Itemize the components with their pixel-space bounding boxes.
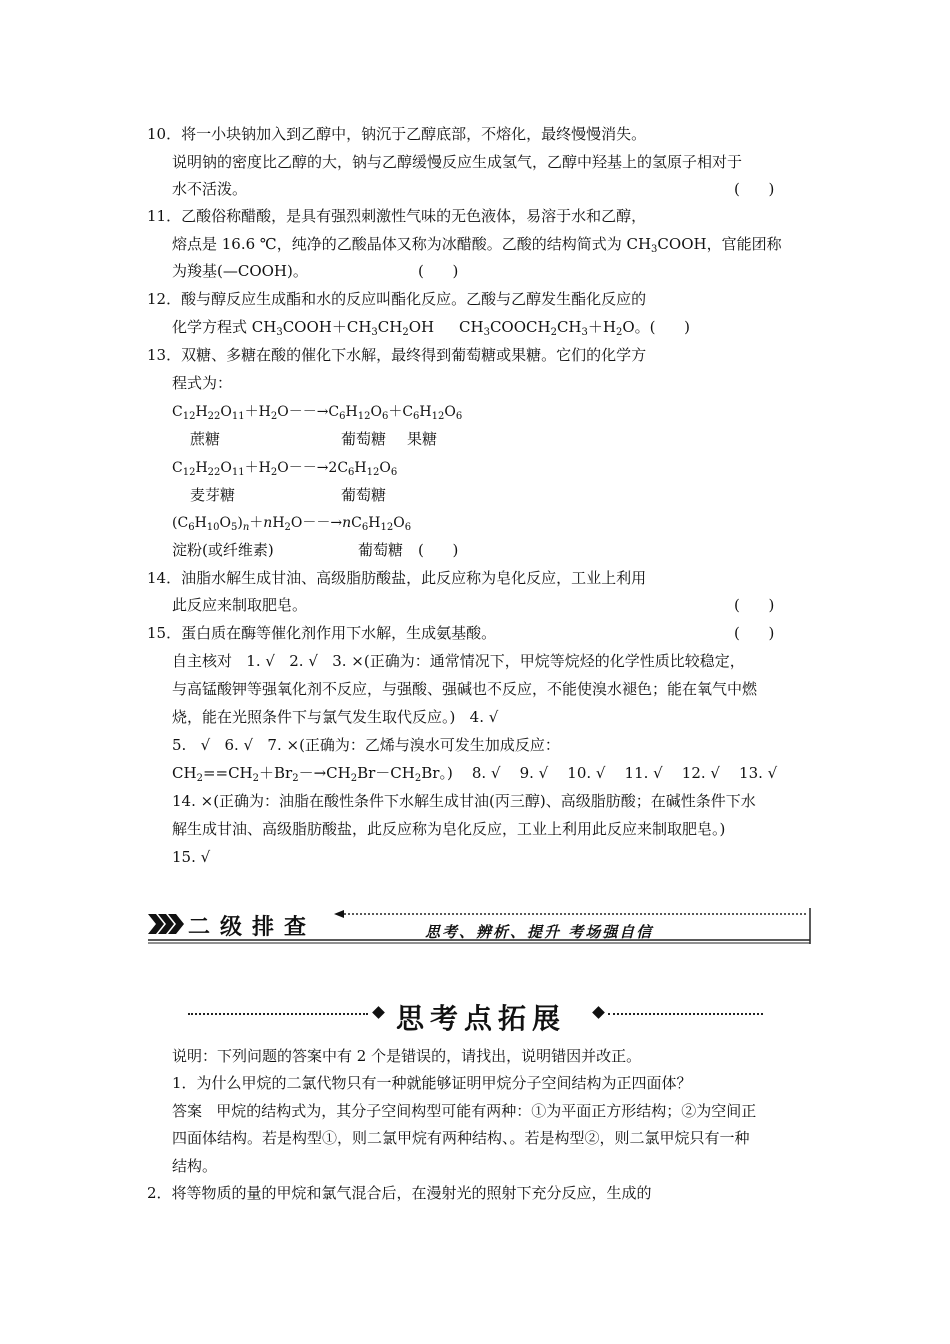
q14-line2: 此反应来制取肥皂。	[172, 596, 308, 614]
q13-equation-1: $C_{12}H_{22}O_{11}+H_2O--\to C_6H_{12}O_6+C_6H_{12}O_6$	[172, 404, 463, 422]
diamond-icon	[372, 1006, 385, 1019]
answers-line4: 5. √ 6. √ 7. ×(正确为：乙烯与溴水可发生加成反应：	[172, 736, 560, 754]
q13-line1: 13．双糖、多糖在酸的催化下水解，最终得到葡萄糖或果糖。它们的化学方	[147, 346, 647, 364]
q10-answer-blank: ( )	[734, 180, 775, 198]
answers-line8: 15. √	[172, 848, 211, 866]
q11-line3: 为羧基(—COOH)。	[172, 262, 308, 280]
answers-line7: 解生成甘油、高级脂肪酸盐，此反应称为皂化反应，工业上利用此反应来制取肥皂。)	[172, 820, 726, 838]
expand-question-2: 2．将等物质的量的甲烷和氯气混合后，在漫射光的照射下充分反应，生成的	[147, 1184, 652, 1202]
triple-chevron-icon	[148, 914, 184, 934]
q13-name-fructose: 果糖	[407, 430, 438, 448]
heading-dotted-rule-left	[188, 1013, 368, 1015]
answers-line2: 与高锰酸钾等强氧化剂不反应，与强酸、强碱也不反应，不能使溴水褪色；能在氧气中燃	[172, 680, 758, 698]
q14-answer-blank: ( )	[734, 596, 775, 614]
answers-line3: 烧，能在光照条件下与氯气发生取代反应。) 4. √	[172, 708, 499, 726]
q13-name-glucose-3: 葡萄糖	[358, 541, 404, 559]
q13-line2: 程式为：	[172, 374, 233, 392]
q12-equation: 化学方程式 $CH_3COOH+CH_3CH_2OH$	[172, 318, 435, 338]
q12-line1: 12．酸与醇反应生成酯和水的反应叫酯化反应。乙酸与乙醇发生酯化反应的	[147, 290, 647, 308]
q12-equation-product: $CH_3COOCH_2CH_3+H_2O$。( )	[459, 318, 690, 338]
answers-line5: $CH_2==CH_2+Br_2-\to CH_2Br-CH_2Br$。) 8. √ 9. √ 10. √ 11. √ 12. √ 13. √	[172, 764, 778, 784]
expand-answer-1-line1: 答案 甲烷的结构式为，其分子空间构型可能有两种：①为平面正方形结构；②为空间正	[172, 1102, 757, 1120]
banner-title: 二级排查	[188, 915, 317, 940]
q11-line1: 11．乙酸俗称醋酸，是具有强烈刺激性气味的无色液体，易溶于水和乙醇，	[147, 207, 647, 225]
answers-line6: 14. ×(正确为：油脂在酸性条件下水解生成甘油(丙三醇)、高级脂肪酸；在碱性条件下水	[172, 792, 756, 810]
q13-name-maltose: 麦芽糖	[190, 486, 236, 504]
expand-intro: 说明：下列问题的答案中有 2 个是错误的，请找出，说明错因并改正。	[172, 1047, 642, 1065]
q15-line1: 15．蛋白质在酶等催化剂作用下水解，生成氨基酸。	[147, 624, 497, 642]
q13-answer-blank: ( )	[418, 541, 459, 559]
diamond-icon	[592, 1006, 605, 1019]
q13-name-glucose-2: 葡萄糖	[341, 486, 387, 504]
q13-equation-2: $C_{12}H_{22}O_{11}+H_2O--\to 2C_6H_{12}O_6$	[172, 460, 398, 478]
q10-line3: 水不活泼。	[172, 180, 248, 198]
q15-answer-blank: ( )	[734, 624, 775, 642]
q13-name-starch: 淀粉(或纤维素)	[172, 541, 274, 559]
q10-line1: 10．将一小块钠加入到乙醇中，钠沉于乙醇底部，不熔化，最终慢慢消失。	[147, 125, 647, 143]
q13-equation-3: $(C_6H_{10}O_5)_n+nH_2O--\to nC_6H_{12}O_6$	[172, 515, 412, 533]
q14-line1: 14．油脂水解生成甘油、高级脂肪酸盐，此反应称为皂化反应，工业上利用	[147, 569, 647, 587]
q11-line2: 熔点是 16.6 ℃，纯净的乙酸晶体又称为冰醋酸。乙酸的结构简式为 $CH_3COOH$，官能团称	[172, 235, 782, 255]
expand-answer-1-line2: 四面体结构。若是构型①，则二氯甲烷有两种结构、。若是构型②，则二氯甲烷只有一种	[172, 1129, 750, 1147]
q13-name-sucrose: 蔗糖	[190, 430, 221, 448]
q10-line2: 说明钠的密度比乙醇的大，钠与乙醇缓慢反应生成氢气，乙醇中羟基上的氢原子相对于	[172, 153, 743, 171]
q13-name-glucose-1: 葡萄糖	[341, 430, 387, 448]
heading-dotted-rule-right	[608, 1013, 763, 1015]
expand-answer-1-line3: 结构。	[172, 1157, 218, 1175]
arrow-left-icon	[334, 910, 806, 918]
expand-question-1: 1．为什么甲烷的二氯代物只有一种就能够证明甲烷分子空间结构为正四面体？	[172, 1074, 692, 1092]
q11-answer-blank: ( )	[418, 262, 459, 280]
answers-line1: 自主核对 1. √ 2. √ 3. ×(正确为：通常情况下，甲烷等烷烃的化学性质比较稳定，	[172, 652, 745, 670]
banner-subtitle: 思考、辨析、提升 考场强自信	[425, 923, 654, 941]
section-heading: 思考点拓展	[396, 1002, 567, 1035]
